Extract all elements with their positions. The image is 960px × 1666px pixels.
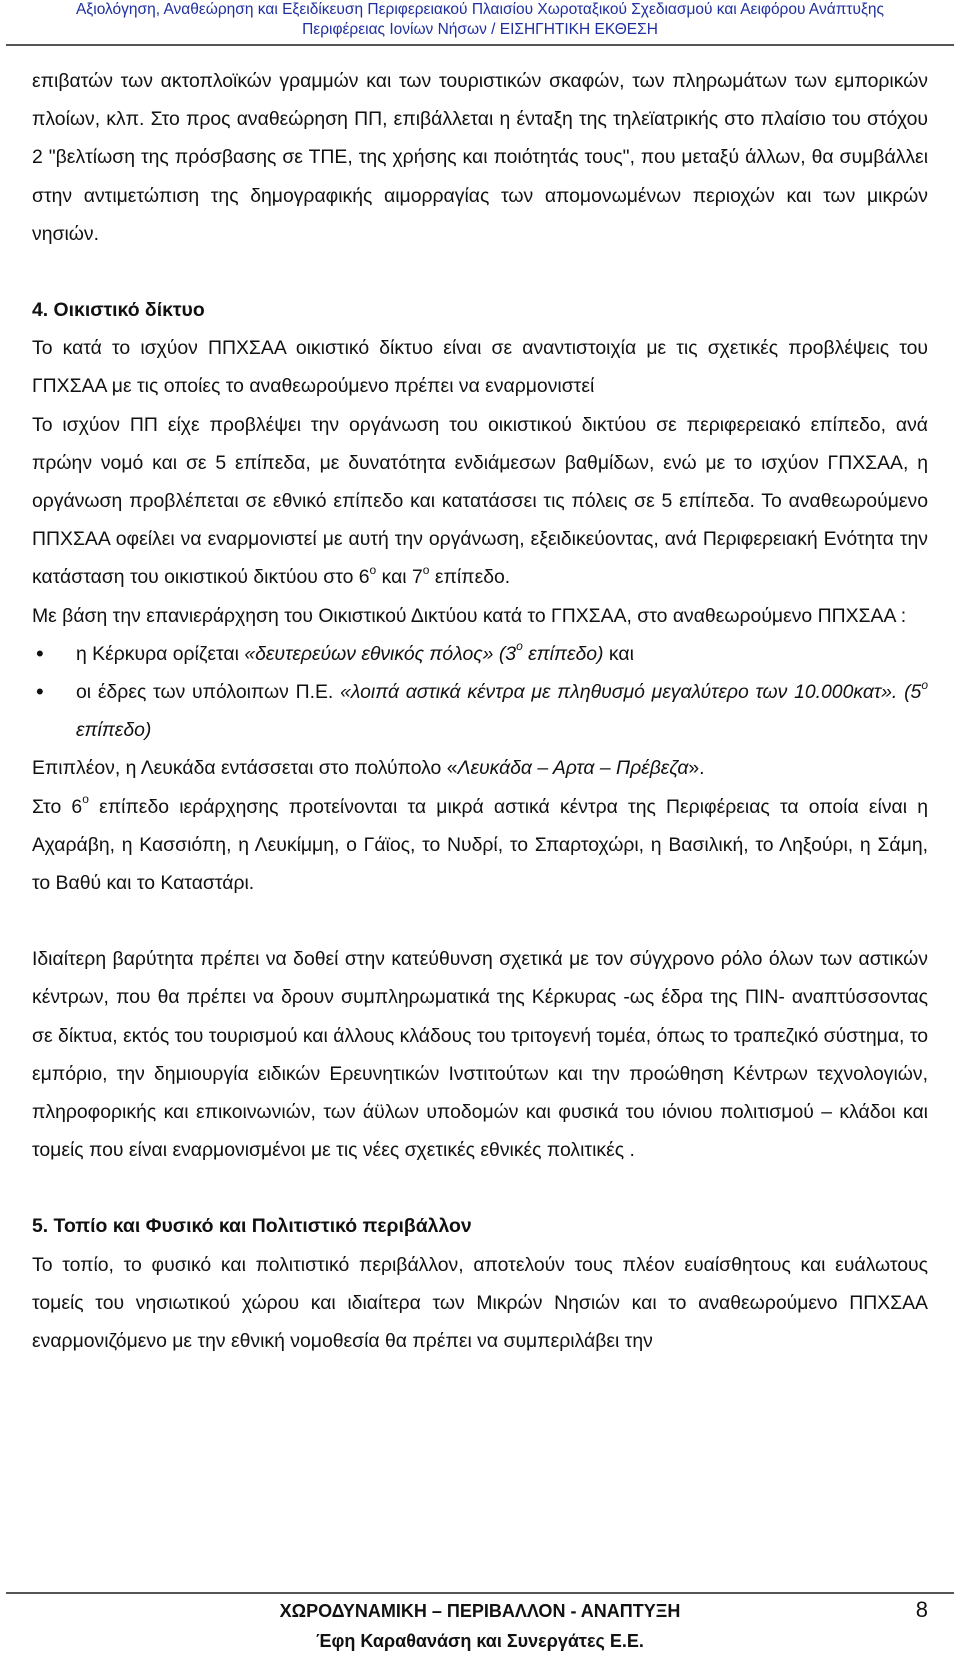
text-run: επίπεδο)	[522, 642, 604, 665]
section-4-heading: 4. Οικιστικό δίκτυο	[32, 299, 205, 322]
superscript: ο	[921, 677, 928, 692]
text-run: η Κέρκυρα ορίζεται	[76, 642, 245, 665]
paragraph-intro: επιβατών των ακτοπλοϊκών γραμμών και των τουριστικών σκαφών, των πληρωμάτων των εμπορικών πλοίων, κλπ. Στο προς αναθεώρηση ΠΠ, επιβάλλεται η ένταξη της τηλεϊατρικής στο πλαίσιο του στόχου 2 "βελτίωση της πρόσβασης σε ΤΠΕ, της χρήσης και ποιότητάς τους", που μεταξύ άλλων, θα συμβάλλει στην αντιμετώπιση της δημογραφικής αιμορραγίας των απομονωμένων περιοχών και των μικρών νησιών.	[32, 70, 928, 245]
page-number: 8	[915, 1597, 928, 1622]
footer-rule	[6, 1592, 954, 1594]
footer-company: ΧΩΡΟΔΥΝΑΜΙΚΗ – ΠΕΡΙΒΑΛΛΟΝ - ΑΝΑΠΤΥΞΗ	[279, 1601, 681, 1621]
superscript: ο	[82, 792, 89, 807]
superscript: ο	[516, 639, 523, 654]
spacer	[32, 253, 928, 291]
section-5-heading: 5. Τοπίο και Φυσικό και Πολιτιστικό περιβάλλον	[32, 1215, 472, 1238]
spacer	[32, 902, 928, 940]
section-4-paragraph-5	[32, 788, 928, 903]
section-4-paragraph-1: Το κατά το ισχύον ΠΠΧΣΑΑ οικιστικό δίκτυο είναι σε αναντιστοιχία με τις σχετικές προβλέψεις του ΓΠΧΣΑΑ με τις οποίες το αναθεωρούμενο πρέπει να εναρμονιστεί	[32, 337, 928, 398]
list-item	[32, 635, 928, 673]
text-run: «λοιπά αστικά κέντρα με πληθυσμό μεγαλύτερο των 10.000κατ». (5	[340, 681, 922, 704]
header-subtitle: Περιφέρειας Ιονίων Νήσων / ΕΙΣΗΓΗΤΙΚΗ ΕΚΘΕΣΗ	[302, 21, 658, 38]
text-run: επίπεδο.	[429, 566, 511, 589]
header-rule	[6, 44, 954, 46]
text-run: Στο 6	[32, 795, 83, 818]
section-4-paragraph-2	[32, 406, 928, 597]
text-run: επίπεδο)	[76, 719, 152, 742]
italic-run: Λευκάδα – Αρτα – Πρέβεζα	[457, 757, 689, 780]
section-4-paragraph-6: Ιδιαίτερη βαρύτητα πρέπει να δοθεί στην κατεύθυνση σχετικά με τον σύγχρονο ρόλο όλων των αστικών κέντρων, που θα πρέπει να δρουν συμπληρωματικά της Κέρκυρας -ως έδρα της ΠΙΝ- αναπτύσσοντας σε δίκτυα, εκτός του τουρισμού και άλλους κλάδους του τριτογενή τομέα, όπως το τραπεζικό σύστημα, το εμπόριο, την δημιουργία ειδικών Ερευνητικών Ινστιτούτων και την προώθηση Κέντρων τεχνολογιών, πληροφορικής και επικοινωνιών, των άϋλων υποδομών και φυσικά του ιόνιου πολιτισμού – κλάδοι και τομείς που είναι εναρμονισμένοι με τις νέες σχετικές εθνικές πολιτικές .	[32, 948, 928, 1162]
text-run: ».	[688, 757, 705, 780]
list-item	[32, 673, 928, 749]
text-run: οι έδρες των υπόλοιπων Π.Ε.	[76, 681, 341, 704]
spacer	[32, 1169, 928, 1207]
header-title: Αξιολόγηση, Αναθεώρηση και Εξειδίκευση Περιφερειακού Πλαισίου Χωροταξικού Σχεδιασμού και Αειφόρου Ανάπτυξης	[75, 1, 885, 18]
italic-run	[244, 639, 604, 665]
section-4-paragraph-4	[32, 749, 928, 787]
page-footer	[0, 1596, 960, 1656]
document-body	[32, 62, 928, 1360]
footer-authors: Έφη Καραθανάση και Συνεργάτες Ε.Ε.	[316, 1631, 644, 1651]
section-4-paragraph-3: Με βάση την επανιεράρχηση του Οικιστικού Δικτύου κατά το ΓΠΧΣΑΑ, στο αναθεωρούμενο ΠΠΧΣΑΑ :	[32, 604, 907, 627]
bullet-list	[32, 635, 928, 750]
section-5-paragraph-1: Το τοπίο, το φυσικό και πολιτιστικό περιβάλλον, αποτελούν τους πλέον ευαίσθητους και ευάλωτους τομείς του νησιωτικού χώρου και ιδιαίτερα των Μικρών Νησιών και το αναθεωρούμενο ΠΠΧΣΑΑ εναρμονιζόμενο με την εθνική νομοθεσία θα πρέπει να συμπεριλάβει την	[32, 1253, 928, 1353]
text-run: και 7	[376, 566, 423, 589]
text-run: Το ισχύον ΠΠ είχε προβλέψει την οργάνωση του οικιστικού δικτύου σε περιφερειακό επίπεδο, ανά πρώην νομό και σε 5 επίπεδα, με δυνατότητα ενδιάμεσων βαθμίδων, ενώ με το ισχύον ΓΠΧΣΑΑ, η οργάνωση προβλέπεται σε εθνικό επίπεδο και κατατάσσει τις πόλεις σε 5 επίπεδα. Το αναθεωρούμενο ΠΠΧΣΑΑ οφείλει να εναρμονιστεί με αυτή την οργάνωση, εξειδικεύοντας, ανά Περιφερειακή Ενότητα την κατάσταση του οικιστικού δικτύου στο 6	[32, 413, 928, 589]
text-run: και	[603, 642, 634, 665]
page-header	[0, 0, 960, 40]
text-run: Επιπλέον, η Λευκάδα εντάσσεται στο πολύπολο «	[32, 757, 458, 780]
text-run: «δευτερεύων εθνικός πόλος» (3	[244, 642, 517, 665]
text-run: επίπεδο ιεράρχησης προτείνονται τα μικρά αστικά κέντρα της Περιφέρειας τα οποία είναι η Αχαράβη, η Κασσιόπη, η Λευκίμμη, ο Γάϊος, το Νυδρί, το Σπαρτοχώρι, η Βασιλική, το Ληξούρι, η Σάμη, το Βαθύ και το Καταστάρι.	[32, 795, 929, 895]
superscript: ο	[369, 562, 377, 577]
superscript: ο	[422, 562, 430, 577]
